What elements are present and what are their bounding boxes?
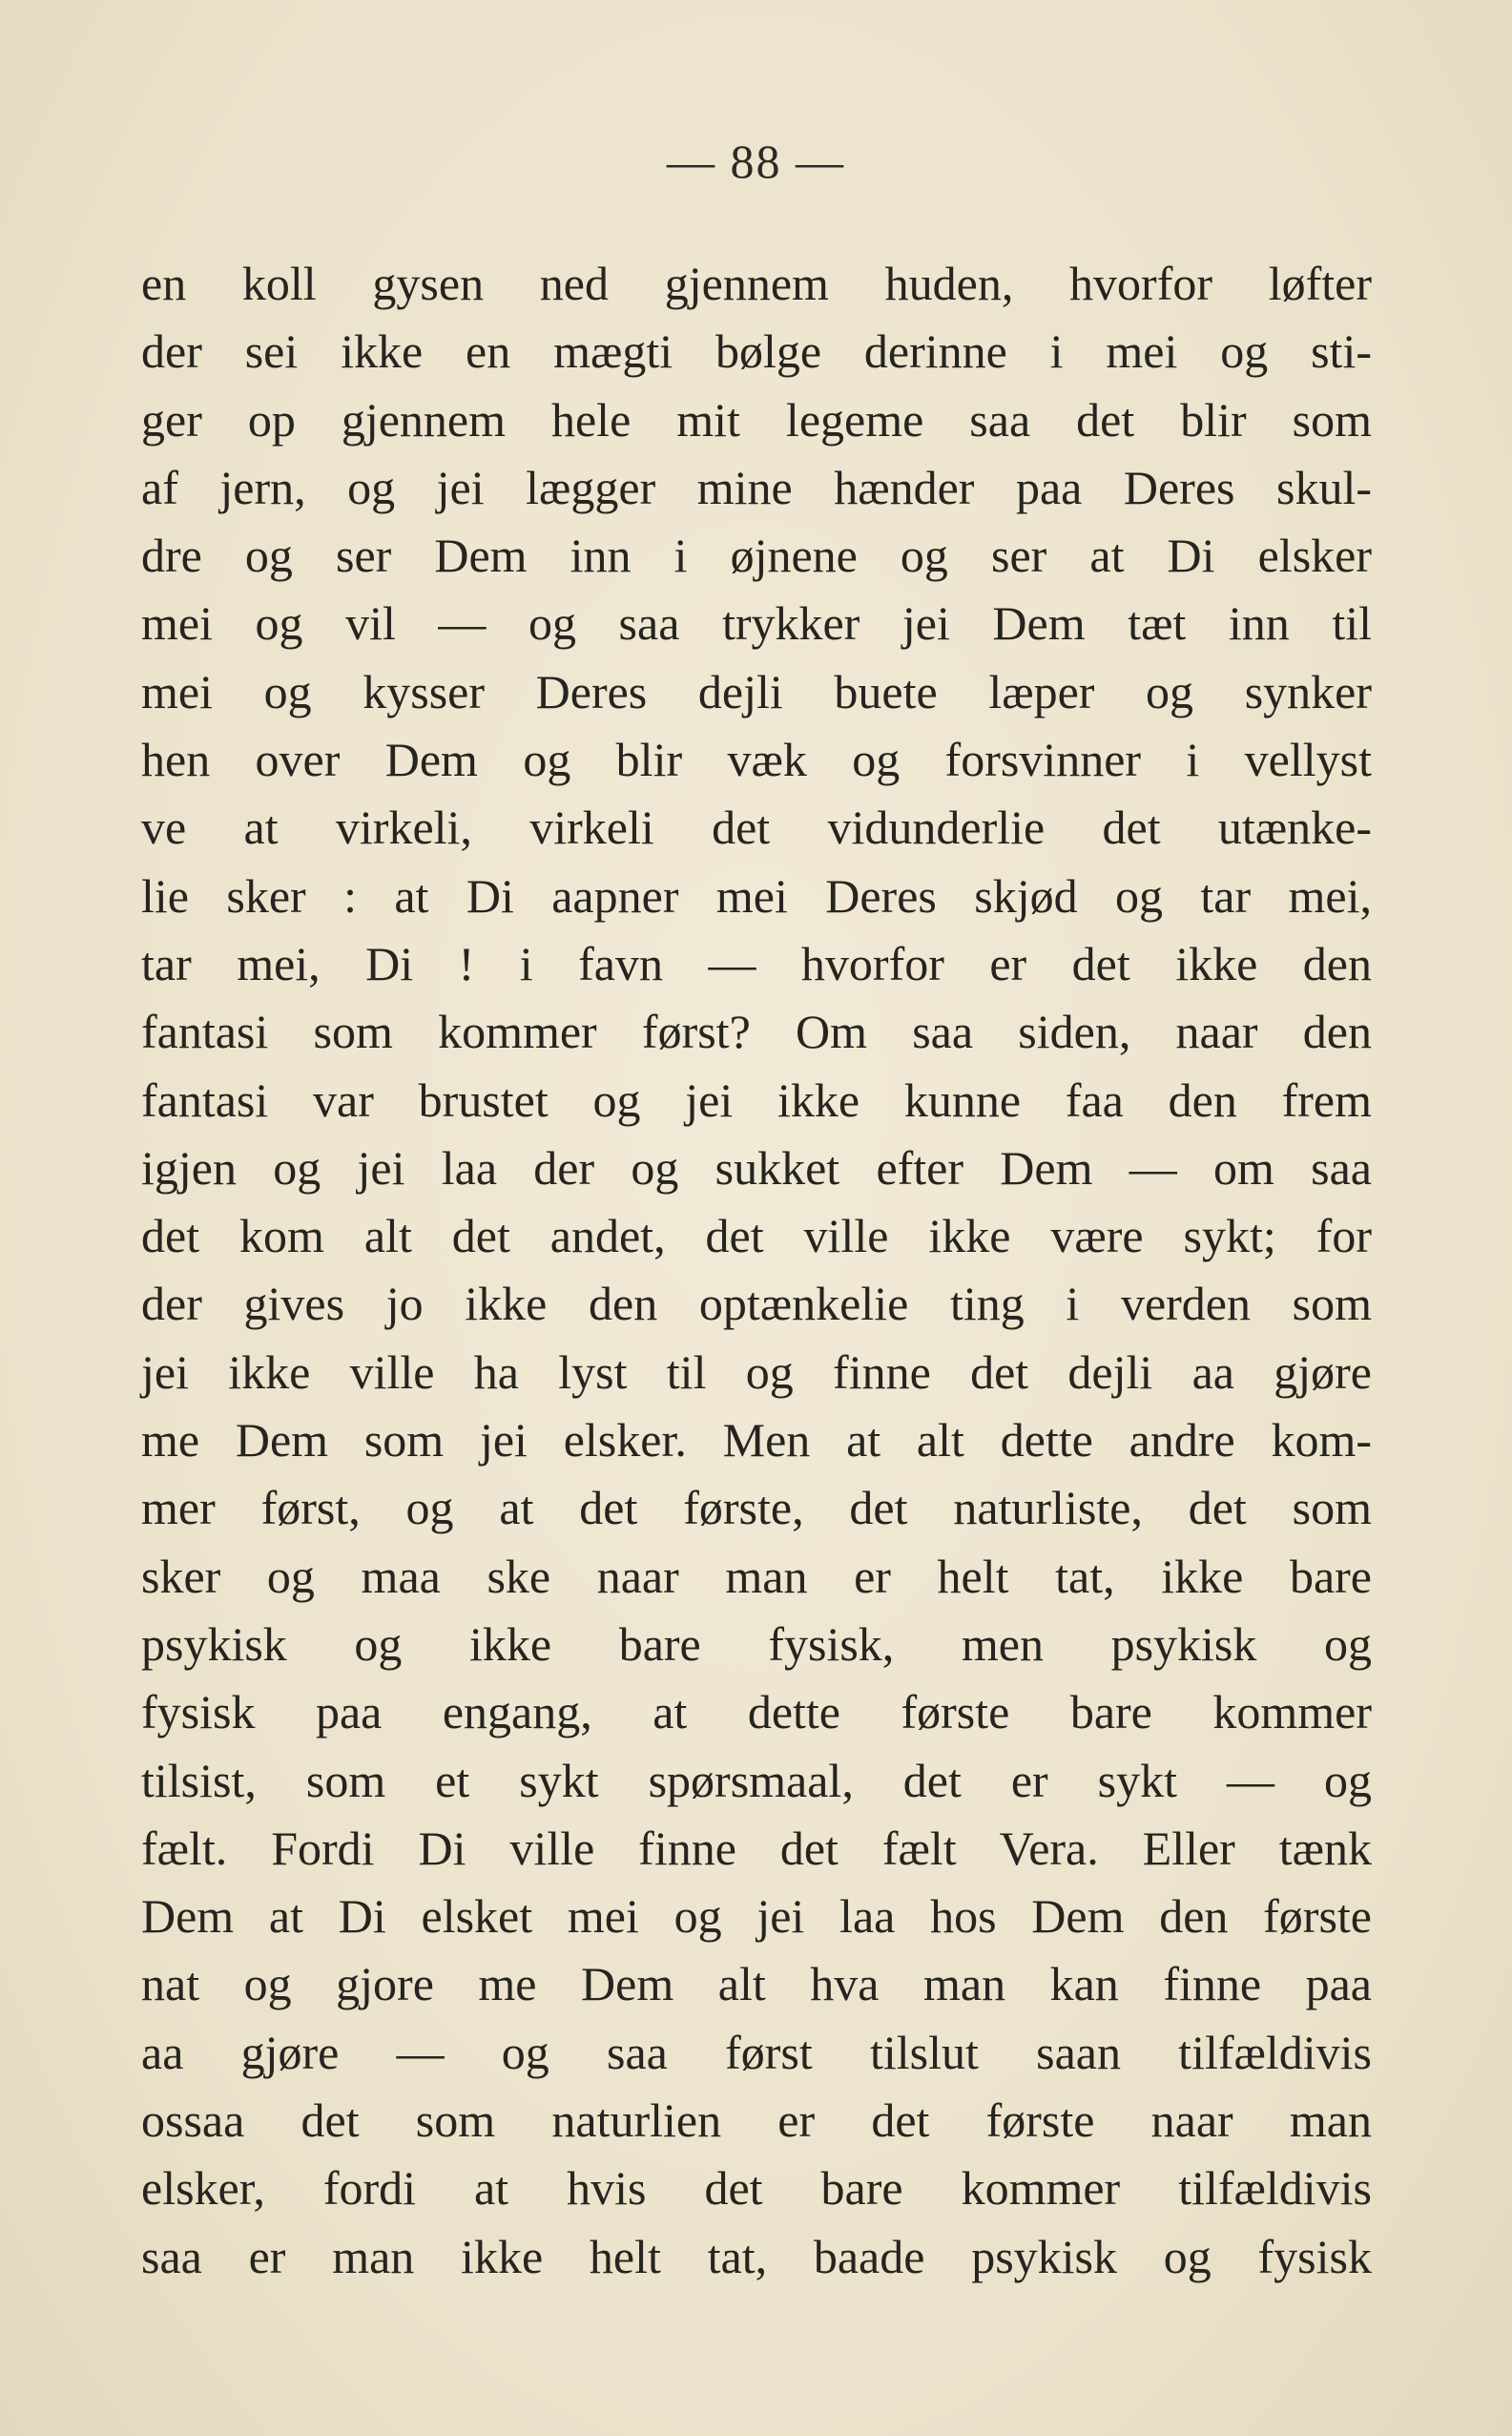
- text-line: elsker, fordi at hvis det bare kommer tilfældivis: [141, 2161, 1372, 2216]
- text-line: dre og ser Dem inn i øjnene og ser at Di elsker: [141, 529, 1372, 583]
- text-line: tar mei, Di ! i favn — hvorfor er det ikke den: [141, 936, 1372, 990]
- text-line: me Dem som jei elsker. Men at alt dette andre kom-: [141, 1413, 1372, 1468]
- text-line: fælt. Fordi Di ville finne det fælt Vera. Eller tænk: [141, 1821, 1372, 1875]
- text-line: der gives jo ikke den optænkelie ting i verden som: [141, 1277, 1372, 1331]
- body-text: [141, 250, 1372, 2291]
- text-line: det kom alt det andet, det ville ikke være sykt; for: [141, 1209, 1372, 1263]
- text-line: psykisk og ikke bare fysisk, men psykisk og: [141, 1616, 1372, 1671]
- text-line: sker og maa ske naar man er helt tat, ikke bare: [141, 1549, 1372, 1603]
- text-line: lie sker : at Di aapner mei Deres skjød og tar mei,: [141, 868, 1372, 923]
- text-line: ossaa det som naturlien er det første naar man: [141, 2093, 1372, 2148]
- text-line: jei ikke ville ha lyst til og finne det dejli aa gjøre: [141, 1344, 1372, 1399]
- text-line: fysisk paa engang, at dette første bare kommer: [141, 1685, 1372, 1739]
- text-line: nat og gjore me Dem alt hva man kan finne paa: [141, 1957, 1372, 2011]
- text-line: af jern, og jei lægger mine hænder paa Deres skul-: [141, 460, 1372, 514]
- text-line: mei og vil — og saa trykker jei Dem tæt inn til: [141, 596, 1372, 651]
- text-line: fantasi som kommer først? Om saa siden, naar den: [141, 1005, 1372, 1059]
- text-line: Dem at Di elsket mei og jei laa hos Dem den første: [141, 1889, 1372, 1944]
- text-line: der sei ikke en mægti bølge derinne i mei og sti-: [141, 324, 1372, 379]
- text-line: igjen og jei laa der og sukket efter Dem — om saa: [141, 1140, 1372, 1195]
- text-line: ve at virkeli, virkeli det vidunderlie det utænke-: [141, 801, 1372, 855]
- text-line: aa gjøre — og saa først tilslut saan tilfældivis: [141, 2025, 1372, 2079]
- page-number: — 88 —: [667, 135, 845, 188]
- text-line: mer først, og at det første, det naturliste, det som: [141, 1481, 1372, 1535]
- text-line: saa er man ikke helt tat, baade psykisk og fysisk: [141, 2229, 1372, 2283]
- text-line: ger op gjennem hele mit legeme saa det blir som: [141, 392, 1372, 447]
- text-line: mei og kysser Deres dejli buete læper og synker: [141, 664, 1372, 718]
- text-line: fantasi var brustet og jei ikke kunne faa den frem: [141, 1072, 1372, 1127]
- text-line: tilsist, som et sykt spørsmaal, det er sykt — og: [141, 1753, 1372, 1807]
- text-line: en koll gysen ned gjennem huden, hvorfor løfter: [141, 257, 1372, 310]
- text-line: hen over Dem og blir væk og forsvinner i vellyst: [141, 733, 1372, 787]
